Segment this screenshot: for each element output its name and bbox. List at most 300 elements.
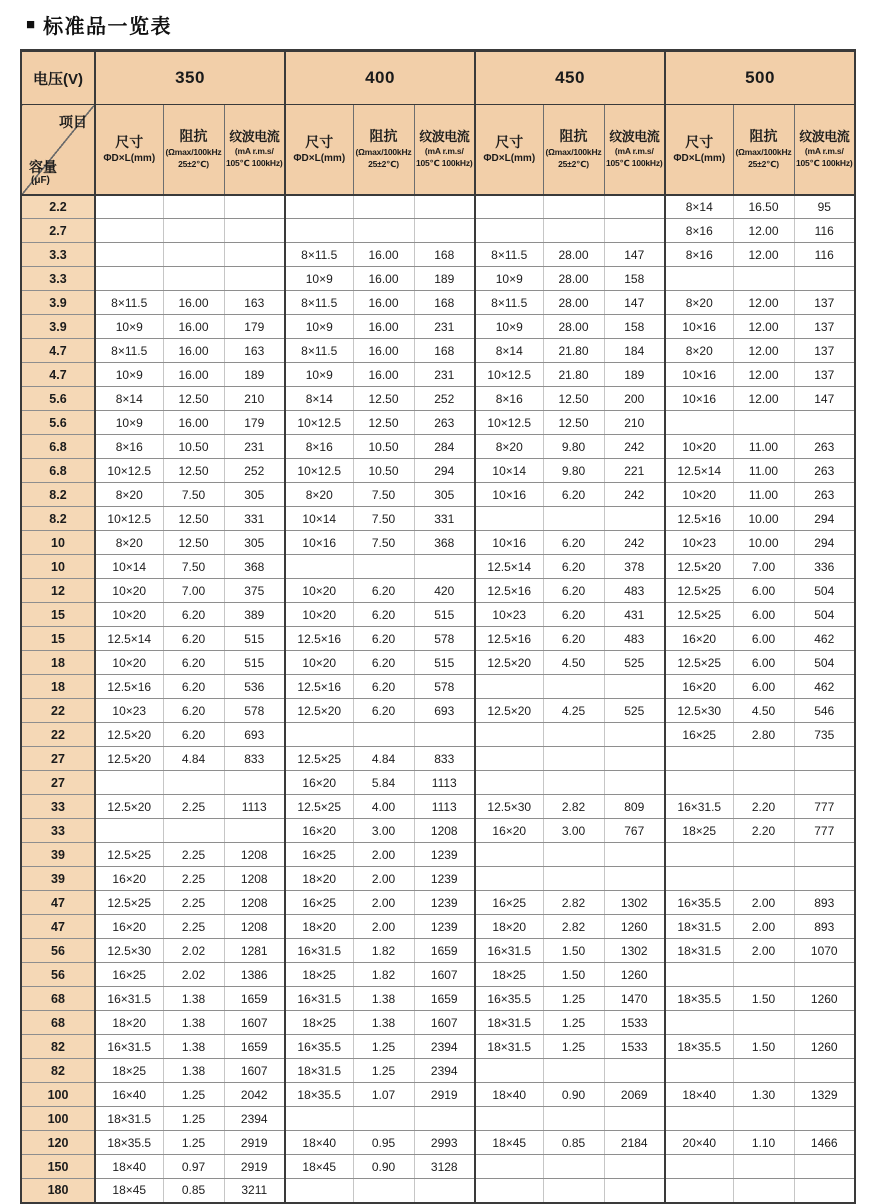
data-cell: 1.25 xyxy=(163,1083,224,1107)
data-cell: 2.00 xyxy=(353,843,414,867)
page-title xyxy=(26,10,874,39)
data-cell: 8×11.5 xyxy=(95,339,163,363)
data-cell: 16.50 xyxy=(733,195,794,219)
data-cell xyxy=(224,267,285,291)
data-cell: 2.00 xyxy=(733,915,794,939)
data-cell xyxy=(543,507,604,531)
data-cell: 2.00 xyxy=(733,891,794,915)
data-cell: 8×11.5 xyxy=(285,243,353,267)
data-cell: 18×40 xyxy=(665,1083,733,1107)
table-row xyxy=(21,1059,855,1083)
data-cell xyxy=(604,1179,665,1203)
capacity-cell: 68 xyxy=(21,987,95,1011)
data-cell: 1.07 xyxy=(353,1083,414,1107)
data-cell: 1302 xyxy=(604,891,665,915)
capacity-cell: 3.3 xyxy=(21,267,95,291)
data-cell: 12.5×20 xyxy=(475,699,543,723)
data-cell: 10.50 xyxy=(353,435,414,459)
data-cell: 242 xyxy=(604,483,665,507)
capacity-cell: 68 xyxy=(21,1011,95,1035)
data-cell xyxy=(163,819,224,843)
data-cell: 1.25 xyxy=(543,1011,604,1035)
data-cell: 8×14 xyxy=(95,387,163,411)
table-row xyxy=(21,771,855,795)
data-cell: 12.50 xyxy=(163,507,224,531)
data-cell: 8×11.5 xyxy=(285,291,353,315)
data-cell: 10×12.5 xyxy=(285,459,353,483)
capacity-cell: 10 xyxy=(21,555,95,579)
data-cell: 12.50 xyxy=(163,459,224,483)
table-row xyxy=(21,483,855,507)
data-cell: 16×35.5 xyxy=(285,1035,353,1059)
capacity-cell: 27 xyxy=(21,747,95,771)
data-cell xyxy=(733,1107,794,1131)
table-row xyxy=(21,555,855,579)
data-cell: 189 xyxy=(604,363,665,387)
capacity-cell: 180 xyxy=(21,1179,95,1203)
data-cell: 368 xyxy=(414,531,475,555)
data-cell: 147 xyxy=(604,243,665,267)
data-cell: 1659 xyxy=(224,1035,285,1059)
data-cell: 4.84 xyxy=(163,747,224,771)
data-cell xyxy=(95,819,163,843)
data-cell xyxy=(604,771,665,795)
table-row xyxy=(21,915,855,939)
data-cell: 12.5×30 xyxy=(665,699,733,723)
data-cell: 16.00 xyxy=(163,339,224,363)
data-cell: 1607 xyxy=(414,1011,475,1035)
data-cell: 6.20 xyxy=(163,627,224,651)
data-cell xyxy=(543,1179,604,1203)
data-cell: 18×40 xyxy=(285,1131,353,1155)
data-cell: 546 xyxy=(794,699,855,723)
data-cell: 3.00 xyxy=(543,819,604,843)
data-cell: 18×25 xyxy=(285,1011,353,1035)
data-cell: 179 xyxy=(224,411,285,435)
data-cell: 18×20 xyxy=(95,1011,163,1035)
data-cell xyxy=(353,555,414,579)
data-cell: 1.10 xyxy=(733,1131,794,1155)
data-cell: 12.00 xyxy=(733,243,794,267)
table-row xyxy=(21,531,855,555)
data-cell: 10×16 xyxy=(475,531,543,555)
data-cell: 1.50 xyxy=(733,987,794,1011)
data-cell: 10.00 xyxy=(733,531,794,555)
capacity-cell: 2.7 xyxy=(21,219,95,243)
data-cell: 1.25 xyxy=(543,987,604,1011)
corner-cell xyxy=(21,105,95,195)
data-cell: 200 xyxy=(604,387,665,411)
data-cell: 12.5×20 xyxy=(95,795,163,819)
capacity-cell: 56 xyxy=(21,963,95,987)
data-cell: 1.38 xyxy=(353,987,414,1011)
size-header-500: 尺寸 ΦD×L(mm) xyxy=(665,105,733,195)
data-cell xyxy=(543,219,604,243)
data-cell xyxy=(475,843,543,867)
capacity-cell: 3.9 xyxy=(21,315,95,339)
data-cell: 12.5×20 xyxy=(665,555,733,579)
table-row xyxy=(21,459,855,483)
data-cell: 2.82 xyxy=(543,795,604,819)
data-cell xyxy=(733,1011,794,1035)
data-cell xyxy=(414,195,475,219)
data-cell: 12.50 xyxy=(163,387,224,411)
data-cell: 16.00 xyxy=(353,243,414,267)
data-cell: 0.90 xyxy=(353,1155,414,1179)
data-cell: 16.00 xyxy=(353,267,414,291)
data-cell: 263 xyxy=(414,411,475,435)
size-header-350: 尺寸 ΦD×L(mm) xyxy=(95,105,163,195)
data-cell: 1.25 xyxy=(163,1131,224,1155)
data-cell: 147 xyxy=(604,291,665,315)
data-cell: 10×9 xyxy=(475,267,543,291)
data-cell xyxy=(604,867,665,891)
data-cell: 12.5×20 xyxy=(95,723,163,747)
data-cell xyxy=(475,1179,543,1203)
impedance-header-500: 阻抗 (Ωmax/100kHz 25±2℃) xyxy=(733,105,794,195)
capacity-cell: 6.8 xyxy=(21,435,95,459)
data-cell: 10×9 xyxy=(95,411,163,435)
data-cell: 1.50 xyxy=(733,1035,794,1059)
data-cell: 1070 xyxy=(794,939,855,963)
data-cell: 2.82 xyxy=(543,915,604,939)
data-cell: 504 xyxy=(794,651,855,675)
data-cell: 294 xyxy=(794,531,855,555)
data-cell: 18×20 xyxy=(475,915,543,939)
data-cell: 8×20 xyxy=(665,291,733,315)
table-row xyxy=(21,699,855,723)
data-cell: 12.5×16 xyxy=(475,627,543,651)
table-row xyxy=(21,651,855,675)
data-cell: 12.5×20 xyxy=(95,747,163,771)
data-cell xyxy=(543,723,604,747)
data-cell: 10.00 xyxy=(733,507,794,531)
data-cell: 2919 xyxy=(224,1131,285,1155)
data-cell: 6.00 xyxy=(733,627,794,651)
table-body xyxy=(21,195,855,1203)
data-cell xyxy=(543,1107,604,1131)
data-cell xyxy=(665,267,733,291)
data-cell: 16.00 xyxy=(353,315,414,339)
data-cell: 10×20 xyxy=(665,483,733,507)
data-cell xyxy=(604,747,665,771)
data-cell: 483 xyxy=(604,579,665,603)
data-cell: 1302 xyxy=(604,939,665,963)
data-cell xyxy=(475,507,543,531)
data-cell: 137 xyxy=(794,315,855,339)
table-row xyxy=(21,1155,855,1179)
corner-item-label: 项目 xyxy=(59,114,87,130)
data-cell: 1.38 xyxy=(163,987,224,1011)
corner-capacity-label: 容量 (μF) xyxy=(29,158,57,186)
data-cell: 2.02 xyxy=(163,963,224,987)
data-cell: 18×31.5 xyxy=(665,915,733,939)
data-cell: 1.25 xyxy=(163,1107,224,1131)
data-cell: 16.00 xyxy=(163,411,224,435)
data-cell: 10×9 xyxy=(95,315,163,339)
capacity-cell: 120 xyxy=(21,1131,95,1155)
data-cell: 693 xyxy=(224,723,285,747)
data-cell: 12.50 xyxy=(353,411,414,435)
data-cell: 1607 xyxy=(224,1011,285,1035)
data-cell: 12.5×16 xyxy=(285,675,353,699)
data-cell: 6.20 xyxy=(163,675,224,699)
data-cell: 263 xyxy=(794,459,855,483)
data-cell xyxy=(475,1155,543,1179)
data-cell: 16×20 xyxy=(665,675,733,699)
data-cell: 16×20 xyxy=(285,819,353,843)
voltage-header-row xyxy=(21,51,855,105)
data-cell xyxy=(543,675,604,699)
data-cell xyxy=(285,1107,353,1131)
data-cell: 6.20 xyxy=(543,603,604,627)
data-cell xyxy=(794,267,855,291)
table-row xyxy=(21,339,855,363)
data-cell: 6.20 xyxy=(543,627,604,651)
data-cell: 1208 xyxy=(224,843,285,867)
data-cell: 378 xyxy=(604,555,665,579)
data-cell: 16×31.5 xyxy=(95,987,163,1011)
data-cell: 16×20 xyxy=(285,771,353,795)
data-cell: 3128 xyxy=(414,1155,475,1179)
data-cell: 693 xyxy=(414,699,475,723)
table-row xyxy=(21,315,855,339)
data-cell: 420 xyxy=(414,579,475,603)
data-cell: 10×9 xyxy=(95,363,163,387)
data-cell: 263 xyxy=(794,483,855,507)
data-cell: 8×16 xyxy=(95,435,163,459)
data-cell xyxy=(95,771,163,795)
data-cell xyxy=(163,267,224,291)
data-cell: 10×16 xyxy=(475,483,543,507)
data-cell: 8×14 xyxy=(665,195,733,219)
data-cell: 189 xyxy=(224,363,285,387)
table-row xyxy=(21,963,855,987)
data-cell xyxy=(475,867,543,891)
data-cell xyxy=(794,1059,855,1083)
data-cell xyxy=(163,195,224,219)
data-cell: 210 xyxy=(224,387,285,411)
data-cell xyxy=(475,675,543,699)
data-cell: 3.00 xyxy=(353,819,414,843)
data-cell xyxy=(794,411,855,435)
data-cell xyxy=(163,771,224,795)
data-cell xyxy=(733,747,794,771)
data-cell: 242 xyxy=(604,435,665,459)
data-cell: 10×9 xyxy=(285,315,353,339)
data-cell: 368 xyxy=(224,555,285,579)
data-cell xyxy=(665,1179,733,1203)
data-cell: 18×25 xyxy=(95,1059,163,1083)
data-cell: 10×9 xyxy=(475,315,543,339)
data-cell: 163 xyxy=(224,291,285,315)
data-cell: 21.80 xyxy=(543,339,604,363)
data-cell: 116 xyxy=(794,219,855,243)
data-cell: 8×14 xyxy=(285,387,353,411)
data-cell: 18×31.5 xyxy=(475,1011,543,1035)
data-cell: 18×35.5 xyxy=(285,1083,353,1107)
data-cell: 12.00 xyxy=(733,219,794,243)
data-cell xyxy=(543,747,604,771)
data-cell xyxy=(285,555,353,579)
data-cell: 1466 xyxy=(794,1131,855,1155)
table-row xyxy=(21,675,855,699)
data-cell xyxy=(733,771,794,795)
data-cell: 16×40 xyxy=(95,1083,163,1107)
data-cell xyxy=(733,867,794,891)
data-cell: 137 xyxy=(794,291,855,315)
data-cell: 12.5×16 xyxy=(285,627,353,651)
data-cell: 1.82 xyxy=(353,939,414,963)
data-cell: 578 xyxy=(414,627,475,651)
title-square-icon: ■ xyxy=(26,16,36,33)
table-row xyxy=(21,195,855,219)
data-cell: 2394 xyxy=(224,1107,285,1131)
data-cell: 16×31.5 xyxy=(285,987,353,1011)
data-cell xyxy=(604,1107,665,1131)
data-cell: 305 xyxy=(224,483,285,507)
table-row xyxy=(21,291,855,315)
data-cell xyxy=(414,1179,475,1203)
data-cell: 16×20 xyxy=(95,915,163,939)
table-row xyxy=(21,363,855,387)
table-row xyxy=(21,1035,855,1059)
data-cell: 7.50 xyxy=(353,483,414,507)
data-cell: 16×35.5 xyxy=(475,987,543,1011)
data-cell: 18×31.5 xyxy=(95,1107,163,1131)
data-cell xyxy=(665,771,733,795)
data-cell: 9.80 xyxy=(543,459,604,483)
data-cell: 8×11.5 xyxy=(475,243,543,267)
data-cell xyxy=(543,867,604,891)
data-cell xyxy=(794,1179,855,1203)
capacity-cell: 2.2 xyxy=(21,195,95,219)
data-cell: 231 xyxy=(414,363,475,387)
data-cell: 6.20 xyxy=(543,555,604,579)
data-cell: 10×23 xyxy=(665,531,733,555)
data-cell: 2042 xyxy=(224,1083,285,1107)
data-cell xyxy=(414,555,475,579)
data-cell: 6.00 xyxy=(733,675,794,699)
data-cell: 12.50 xyxy=(543,387,604,411)
data-cell: 10×20 xyxy=(95,603,163,627)
data-cell xyxy=(353,195,414,219)
data-cell: 1.38 xyxy=(163,1059,224,1083)
data-cell: 137 xyxy=(794,363,855,387)
data-cell xyxy=(543,1059,604,1083)
data-cell: 1239 xyxy=(414,843,475,867)
data-cell: 2919 xyxy=(224,1155,285,1179)
data-cell: 3211 xyxy=(224,1179,285,1203)
size-header-450: 尺寸 ΦD×L(mm) xyxy=(475,105,543,195)
data-cell: 1.25 xyxy=(543,1035,604,1059)
data-cell xyxy=(733,411,794,435)
data-cell: 21.80 xyxy=(543,363,604,387)
data-cell: 179 xyxy=(224,315,285,339)
data-cell: 189 xyxy=(414,267,475,291)
capacity-cell: 8.2 xyxy=(21,507,95,531)
data-cell: 12.5×16 xyxy=(665,507,733,531)
data-cell xyxy=(475,195,543,219)
data-cell: 10×9 xyxy=(285,267,353,291)
data-cell xyxy=(665,843,733,867)
data-cell xyxy=(414,1107,475,1131)
data-cell: 6.20 xyxy=(543,531,604,555)
table-row xyxy=(21,987,855,1011)
data-cell: 12.00 xyxy=(733,339,794,363)
data-cell: 336 xyxy=(794,555,855,579)
page-title-text: 标准品一览表 xyxy=(43,16,173,38)
data-cell xyxy=(665,1059,733,1083)
data-cell: 12.5×14 xyxy=(475,555,543,579)
data-cell: 4.00 xyxy=(353,795,414,819)
data-cell xyxy=(604,675,665,699)
impedance-header-450: 阻抗 (Ωmax/100kHz 25±2℃) xyxy=(543,105,604,195)
data-cell: 16×31.5 xyxy=(475,939,543,963)
data-cell: 10×12.5 xyxy=(475,363,543,387)
data-cell: 4.84 xyxy=(353,747,414,771)
data-cell: 10×20 xyxy=(95,651,163,675)
table-row xyxy=(21,387,855,411)
data-cell: 252 xyxy=(414,387,475,411)
data-cell: 10.50 xyxy=(163,435,224,459)
data-cell: 284 xyxy=(414,435,475,459)
data-cell: 1208 xyxy=(414,819,475,843)
data-cell: 8×16 xyxy=(665,243,733,267)
data-cell: 18×31.5 xyxy=(285,1059,353,1083)
data-cell: 1208 xyxy=(224,867,285,891)
data-cell: 163 xyxy=(224,339,285,363)
table-row xyxy=(21,219,855,243)
data-cell: 2.82 xyxy=(543,891,604,915)
data-cell: 12.5×25 xyxy=(95,843,163,867)
data-cell: 12.5×25 xyxy=(285,795,353,819)
data-cell: 1260 xyxy=(604,963,665,987)
data-cell: 2.25 xyxy=(163,915,224,939)
data-cell: 147 xyxy=(794,387,855,411)
data-cell xyxy=(543,771,604,795)
data-cell xyxy=(224,243,285,267)
data-cell: 8×16 xyxy=(475,387,543,411)
data-cell: 8×11.5 xyxy=(475,291,543,315)
data-cell: 7.50 xyxy=(163,555,224,579)
table-row xyxy=(21,579,855,603)
data-cell: 6.00 xyxy=(733,579,794,603)
data-cell: 16×31.5 xyxy=(95,1035,163,1059)
data-cell: 777 xyxy=(794,795,855,819)
data-cell xyxy=(95,243,163,267)
data-cell: 6.20 xyxy=(353,675,414,699)
data-cell: 2.00 xyxy=(353,891,414,915)
capacity-cell: 4.7 xyxy=(21,363,95,387)
data-cell xyxy=(475,1059,543,1083)
data-cell: 1533 xyxy=(604,1011,665,1035)
data-cell: 515 xyxy=(414,603,475,627)
data-cell: 375 xyxy=(224,579,285,603)
data-cell: 10×14 xyxy=(285,507,353,531)
data-cell: 1.38 xyxy=(163,1035,224,1059)
capacity-cell: 27 xyxy=(21,771,95,795)
data-cell: 18×31.5 xyxy=(665,939,733,963)
data-cell: 9.80 xyxy=(543,435,604,459)
data-cell: 525 xyxy=(604,699,665,723)
data-cell: 18×25 xyxy=(665,819,733,843)
data-cell: 1113 xyxy=(414,795,475,819)
data-cell: 28.00 xyxy=(543,243,604,267)
data-cell xyxy=(733,1179,794,1203)
data-cell xyxy=(224,195,285,219)
ripple-header-450: 纹波电流 (mA r.m.s/ 105℃ 100kHz) xyxy=(604,105,665,195)
